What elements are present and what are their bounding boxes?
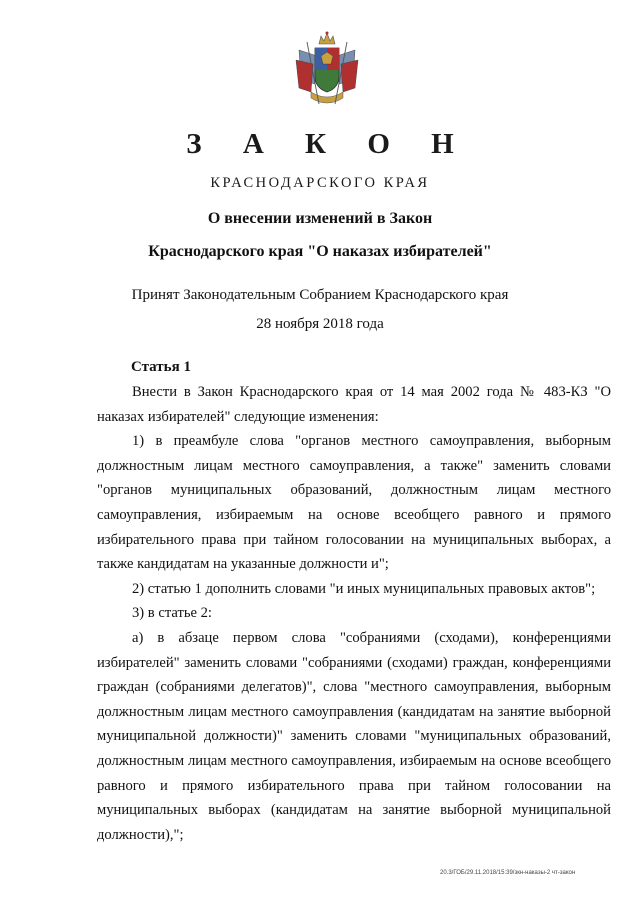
paragraph: а) в абзаце первом слова "собраниями (сходами), конференциями избирателей" заменить словами "собраниями (сходами) граждан, конференциями граждан (собраниями делегатов)", слова "местного самоуправления, выборным должностным лицам местного самоуправления (кандидатам на занятие выборной муниципальной должности)" заменить словами "муниципальных образований, должностным лицам местного самоуправления, избираемым на основе всеобщего равного и прямого избирательного права при тайном голосовании на муниципальных выборах (кандидатам на занятие выборной муниципальной должности),"; xyxy=(97,629,611,843)
paragraph: 3) в статье 2: xyxy=(132,605,212,622)
adopted-by-line: Принят Законодательным Собранием Краснодарского края xyxy=(131,287,509,303)
law-name-line-1: О внесении изменений в Закон xyxy=(207,210,433,227)
paragraph: Внести в Закон Краснодарского края от 14 мая 2002 года № 483-КЗ "О наказах избирателей" следующие изменения: xyxy=(97,384,611,425)
document-title: З А К О Н xyxy=(186,128,471,160)
coat-of-arms-emblem xyxy=(293,30,361,110)
document-subtitle: КРАСНОДАРСКОГО КРАЯ xyxy=(210,175,430,191)
adopted-date: 28 ноября 2018 года xyxy=(256,316,384,332)
article-heading: Статья 1 xyxy=(131,359,191,375)
paragraph: 2) статью 1 дополнить словами "и иных муниципальных правовых актов"; xyxy=(132,580,596,597)
document-footer-code: 20.3/ГОБ/29.11.2018/15:39/зкн-наказы-2 чт-закон xyxy=(440,870,576,876)
article-body xyxy=(97,380,611,847)
law-name-line-2: Краснодарского края "О наказах избирателей" xyxy=(148,243,492,260)
paragraph: 1) в преамбуле слова "органов местного самоуправления, выборным должностным лицам местного самоуправления, а также" заменить словами "органов муниципальных образований, должностным лицам местного самоуправления, избираемым на основе всеобщего равного и прямого избирательного права при тайном голосовании на муниципальных выборах, а также кандидатам на указанные должности и"; xyxy=(97,433,611,573)
